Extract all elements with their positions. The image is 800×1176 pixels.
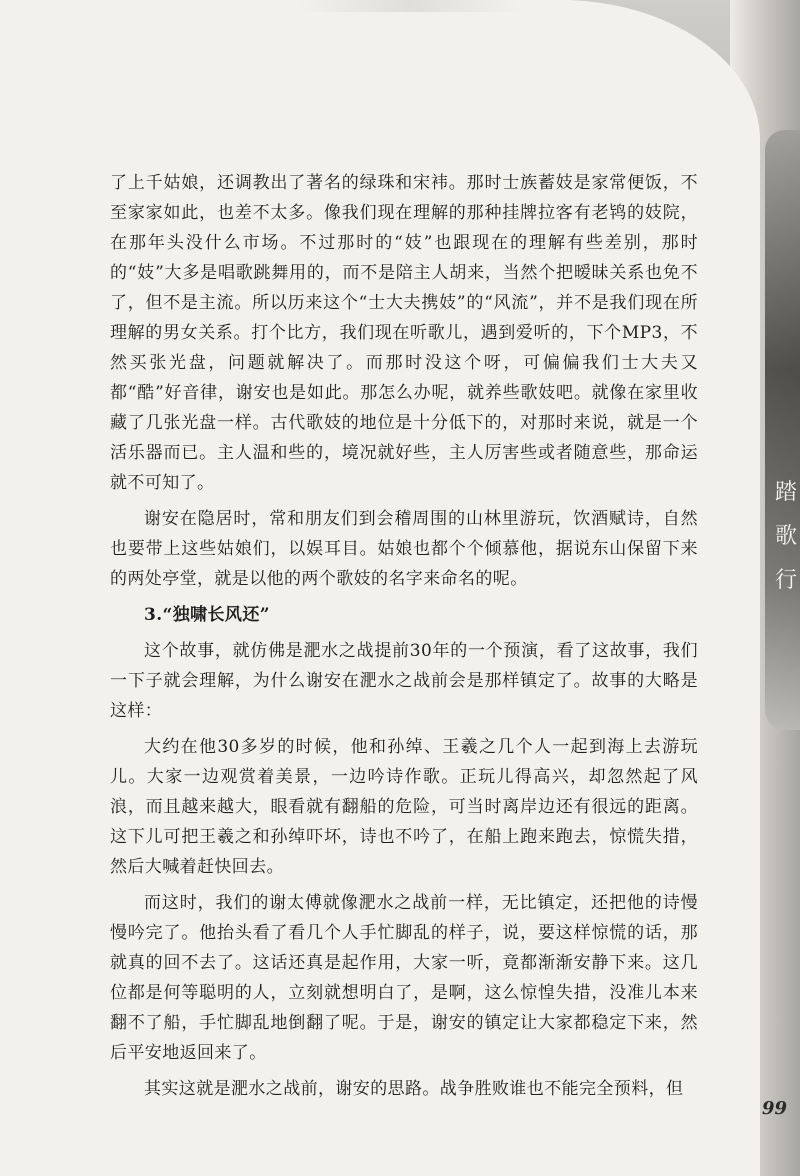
paragraph: 大约在他30多岁的时候，他和孙绰、王羲之几个人一起到海上去游玩儿。大家一边观赏着美景，一边吟诗作歌。正玩儿得高兴，却忽然起了风浪，而且越来越大，眼看就有翻船的危险，可当时离岸边还有很远的距离。这下儿可把王羲之和孙绰吓坏，诗也不吟了，在船上跑来跑去，惊慌失措，然后大喊着赶快回去。 [110, 737, 698, 877]
paragraph: 其实这就是淝水之战前，谢安的思路。战争胜败谁也不能完全预料，但 [144, 1079, 684, 1099]
paragraph: 而这时，我们的谢太傅就像淝水之战前一样，无比镇定，还把他的诗慢慢吟完了。他抬头看了看几个人手忙脚乱的样子，说，要这样惊慌的话，那就真的回不去了。这话还真是起作用，大家一听，竟都渐渐安静下来。这几位都是何等聪明的人，立刻就想明白了，是啊，这么惊惶失措，没准儿本来翻不了船，手忙脚乱地倒翻了呢。于是，谢安的镇定让大家都稳定下来，然后平安地返回来了。 [110, 893, 698, 1063]
side-chapter-title [772, 478, 800, 596]
paragraph: 了上千姑娘，还调教出了著名的绿珠和宋袆。那时士族蓄妓是家常便饭，不至家家如此，也差不太多。像我们现在理解的那种挂牌拉客有老鸨的妓院，在那年头没什么市场。不过那时的“妓”也跟现在的理解有些差别，那时的“妓”大多是唱歌跳舞用的，而不是陪主人胡来，当然个把暧昧关系也免不了，但不是主流。所以历来这个“士大夫携妓”的“风流”，并不是我们现在所理解的男女关系。打个比方，我们现在听歌儿，遇到爱听的，下个MP3，不然买张光盘，问题就解决了。而那时没这个呀，可偏偏我们士大夫又都“酷”好音律，谢安也是如此。那怎么办呢，就养些歌妓吧。就像在家里收藏了几张光盘一样。古代歌妓的地位是十分低下的，对那时来说，就是一个活乐器而已。主人温和些的，境况就好些，主人厉害些或者随意些，那命运就不可知了。 [110, 173, 698, 493]
body-text [110, 168, 698, 1104]
side-title-char: 行 [774, 568, 797, 593]
side-title-char: 踏 [774, 480, 797, 505]
ink-brush-decoration [765, 130, 800, 730]
side-title-char: 歌 [774, 524, 797, 549]
paragraph: 这个故事，就仿佛是淝水之战提前30年的一个预演，看了这故事，我们一下子就会理解，为什么谢安在淝水之战前会是那样镇定了。故事的大略是这样： [110, 641, 698, 721]
page-number: 99 [762, 1098, 788, 1119]
bleed-through-mark [300, 0, 520, 12]
section-heading: 3.“独啸长风还” [144, 605, 270, 625]
paragraph: 谢安在隐居时，常和朋友们到会稽周围的山林里游玩，饮酒赋诗，自然也要带上这些姑娘们，以娱耳目。姑娘也都个个倾慕他，据说东山保留下来的两处亭堂，就是以他的两个歌妓的名字来命名的呢。 [110, 509, 698, 589]
